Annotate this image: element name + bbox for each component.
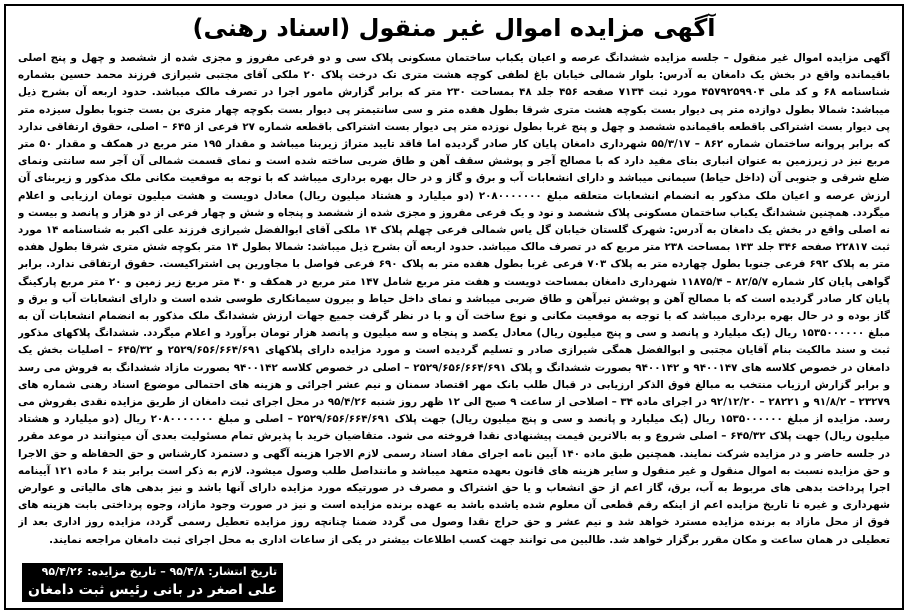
- signature-line: علی اصغر در بانی رئیس ثبت دامغان: [28, 582, 278, 598]
- auction-notice: [4, 4, 904, 610]
- notice-body: [18, 50, 890, 602]
- publication-dates: تاریخ انتشار: ۹۵/۴/۸ – تاریخ مزایده: ۹۵/۴/۲۶: [41, 565, 278, 578]
- publication-stamp: [22, 563, 283, 602]
- notice-body-text: آگهی مزایده اموال غیر منقول – جلسه مزایده ششدانگ عرصه و اعیان یکباب ساختمان مسکونی پلاک سی و دو فرعی مفروز و مجزی شده از ششصد و چهل و پنج اصلی باقیمانده واقع در بخش یک دامغان به آدرس: بلوار شمالی خیابان باغ لطفی کوچه هشت متری تک درخت پلاک ۲۰ ملکی آقای مجتبی شیرازی فرزند محمد حسین بشماره شناسنامه ۶۸ و کد ملی ۴۵۷۹۲۵۹۹۰۴ مورد ثبت ۷۱۳۴ صفحه ۴۵۶ جلد ۴۸ بمساحت ۲۳۰ متر که برابر گزارش مامور اجرا در تصرف مالک میباشد. حدود اربعه آن بشرح ذیل میباشد: شمالا بطول دوازده متر پی دیوار بست بکوچه هشت متری شرقا بطول هفده متر و سی سانتیمتر پی دیوار بست بکوچه چهار متری بن بست جنوبا بطول سیزده متر پی دیوار بست اشتراکی باقطعه باقیمانده ششصد و چهل و پنج غربا بطول نوزده متر پی دیوار بست اشتراکی باقطعه شماره ۲۷ فرعی از ۶۴۵ – اصلی، حقوق ارتفاقی ندارد که برابر پروانه ساختمان شماره ۸۶۲ – ۵۵/۳/۱۷ شهرداری دامغان پایان کار صادر گردیده اما فاقد تایید متراژ زیربنا میباشد و مقدار ۱۹۵ متر مربع در همکف و مقدار ۵۰ متر مربع نیز در زیرزمین به عنوان انباری بنای مفید دارد که با مصالح آجر و پوشش سقف آهن و طاق ضربی ساخته شده است و نمای قسمت شمالی آن آجر سه سانتی ونمای ضلع شرقی و جنوبی آن (داخل حیاط) سیمانی میباشد و دارای انشعابات آب و برق و گاز و در حال بهره برداری میباشد که با توجه به موقعیت مکانی ملک مذکور و زیربنای آن ارزش عرصه و اعیان ملک مذکور به انضمام انشعابات متعلقه مبلغ ۲۰۸۰۰۰۰۰۰۰ (دو میلیارد و هشتاد میلیون ریال) معادل دویست و هشت میلیون تومان ارزیابی و اعلام میگردد. همچنین ششدانگ یکباب ساختمان مسکونی پلاک ششصد و نود و یک فرعی مفروز و مجزی شده از ششصد و پنجاه و شش و چهار فرعی از دو هزار و پانصد و بیست و نه اصلی واقع در بخش یک دامغان به آدرس: شهرک گلستان خیابان گل یاس شمالی فرعی چهلم پلاک ۱۴ ملکی آقای ابوالفضل شیرازی فرزند علی اکبر به شناسنامه ۱۴ مورد ثبت ۲۲۸۱۷ صفحه ۳۴۶ جلد ۱۴۳ بمساحت ۲۳۸ متر مربع که در تصرف مالک میباشد. حدود اربعه آن بشرح ذیل میباشد: شمالا بطول ۱۴ متر بکوچه شش متری شرقا بطول هفده متر به پلاک ۶۹۲ فرعی جنوبا بطول چهارده متر به پلاک ۷۰۳ فرعی غربا بطول هفده متر به پلاک ۶۹۰ فرعی فواصل با مجاورین پی اشتراکیست. حقوق ارتفاقی ندارد. برابر گواهی پایان کار شماره ۸۲/۵/۷ – ۱۱۸۷۵/۴ شهرداری دامغان بمساحت دویست و هفت متر مربع شامل ۱۴۷ متر مربع در همکف و ۴۰ متر مربع زیر زمین و ۲۰ متر مربع پارکینگ پایان کار صادر گردیده است که با مصالح آهن و پوشش تیرآهن و طاق ضربی میباشد و نمای داخل حیاط و بیرون سیمانکاری طوسی شده است و دارای انشعابات آب و برق و گاز بوده و در حال بهره برداری میباشد که با توجه به موقعیت مکانی و نوع ساخت آن و با در نظر گرفت جمیع جهات ارزش ششدانگ ملک مذکور به انضمام انشعابات آن به مبلغ ۱۵۳۵۰۰۰۰۰۰ ریال (یک میلیارد و پانصد و سی و پنج میلیون ریال) معادل یکصد و پنجاه و سه میلیون و پانصد هزار تومان برآورد و اعلام میگردد. ششدانگ پلاکهای مذکور ثبت و سند مالکیت بنام آقایان مجتبی و ابوالفضل همگی شیرازی صادر و تسلیم گردیده است و مورد مزایده دارای پلاکهای ۲۵۲۹/۶۵۶/۶۶۴/۶۹۱ و ۶۴۵/۳۲ – اصلیات بخش یک دامغان در خصوص کلاسه های ۹۴۰۰۱۴۷ و ۹۴۰۰۱۴۲ بصورت ششدانگ و پلاک ۲۵۲۹/۶۵۶/۶۶۴/۶۹۱ – اصلی در خصوص کلاسه ۹۴۰۰۱۴۲ بصورت مازاد ششدانگ به فروش می رسد و برابر گزارش ارزیاب منتخب به مبالغ فوق الذکر ارزیابی در قبال طلب بانک مهر اقتصاد سمنان و نیم عشر اجرائی و هزینه های احتمالی موضوع اسناد رهنی شماره های ۲۳۲۷۹ – ۹۱/۸/۲ و ۲۸۲۲۱ – ۹۲/۱۲/۲۰ در اجرای ماده ۳۴ – اصلاحی از ساعت ۹ صبح الی ۱۲ ظهر روز شنبه ۹۵/۴/۲۶ در محل اجرای ثبت دامغان از طریق مزایده نقدی بفروش می رسد. مزایده از مبلغ ۱۵۳۵۰۰۰۰۰۰ ریال (یک میلیارد و پانصد و سی و پنج میلیون ریال) جهت پلاک ۲۵۲۹/۶۵۶/۶۶۴/۶۹۱ – اصلی و مبلغ ۲۰۸۰۰۰۰۰۰۰ ریال (دو میلیارد و هشتاد میلیون ریال) جهت پلاک ۶۴۵/۳۲ – اصلی شروع و به بالاترین قیمت پیشنهادی نقدا فروخته می شود. متقاضیان خرید با پذیرش تمام مسئولیت بعدی آن میتوانند در موعد مقرر در جلسه حاضر و در مزایده شرکت نمایند. همچنین طبق ماده ۱۴۰ آیین نامه اجرای مفاد اسناد رسمی لازم الاجرا هزینه آگهی و دستمزد کارشناس و حق الحفاظه و حق الاجرا و حق مزایده نسبت به اموال منقول و غیر منقول و سایر هزینه های قانون بعهده متعهد میباشد و ماننداصل طلب وصول میشود. لازم به ذکر است برابر بند ۶ ماده ۱۲۱ آیینامه اجرا پرداخت بدهی های مربوط به آب، برق، گاز اعم از حق انشعاب و یا حق اشتراک و مصرف در صورتیکه مورد مزایده دارای آنها باشد و نیز بدهی های مالیاتی و عوارض شهرداری و غیره تا تاریخ مزایده اعم از اینکه رقم قطعی آن معلوم شده یاشده باشد به عهده برنده مزایده است و نیز در صورت وجود مازاد، وجوه پرداختی بابت هزینه های فوق از محل مازاد به برنده مزایده مسترد خواهد شد و نیم عشر و حق حراج نقدا وصول می گردد ضمنا چنانچه روز مزایده تعطیل رسمی گردد، مزایده روز اداری بعد از تعطیلی در همان ساعت و مکان مقرر برگزار خواهد شد. طالبین می توانند جهت کسب اطلاعات بیشتر در یکی از ساعات اداری به محل اجرای ثبت دامغان مراجعه نمایند.: [18, 52, 890, 546]
- notice-title: آگهی مزایده اموال غیر منقول (اسناد رهنی): [192, 14, 716, 42]
